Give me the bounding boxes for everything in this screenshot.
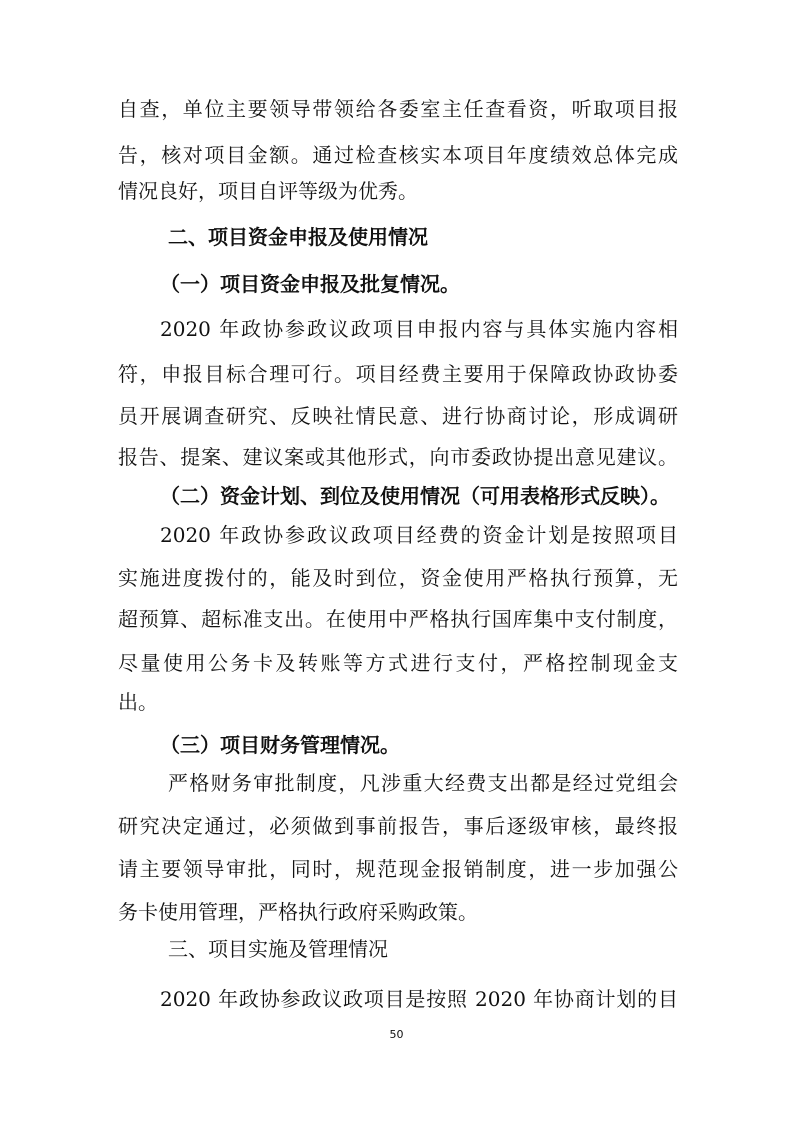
text-line-2: 告，核对项目金额。通过检查核实本项目年度绩效总体完成 bbox=[118, 143, 678, 167]
text-line-11: 2020 年政协参政议政项目经费的资金计划是按照项目 bbox=[160, 523, 678, 547]
text-line-7: 符，申报目标合理可行。项目经费主要用于保障政协政协委 bbox=[118, 362, 678, 386]
subsection-heading-1: （一）项目资金申报及批复情况。 bbox=[160, 272, 460, 296]
text-line-15: 出。 bbox=[118, 690, 158, 714]
text-line-22: 2020 年政协参政议政项目是按照 2020 年协商计划的目 bbox=[160, 987, 678, 1011]
text-line-13: 超预算、超标准支出。在使用中严格执行国库集中支付制度， bbox=[118, 607, 678, 631]
text-line-8: 员开展调查研究、反映社情民意、进行协商讨论，形成调研 bbox=[118, 404, 678, 428]
page-number: 50 bbox=[389, 1028, 404, 1041]
section-heading-3: 三、项目实施及管理情况 bbox=[168, 937, 388, 961]
subsection-heading-3: （三）项目财务管理情况。 bbox=[160, 733, 400, 757]
text-line-9: 报告、提案、建议案或其他形式，向市委政协提出意见建议。 bbox=[118, 445, 678, 469]
text-line-14: 尽量使用公务卡及转账等方式进行支付，严格控制现金支 bbox=[118, 651, 678, 675]
subsection-heading-2: （二）资金计划、到位及使用情况（可用表格形式反映）。 bbox=[160, 484, 670, 508]
text-line-3: 情况良好，项目自评等级为优秀。 bbox=[118, 179, 418, 203]
text-line-1: 自查，单位主要领导带领给各委室主任查看资，听取项目报 bbox=[118, 97, 678, 121]
text-line-6: 2020 年政协参政议政项目申报内容与具体实施内容相 bbox=[160, 317, 678, 341]
section-heading-2: 二、项目资金申报及使用情况 bbox=[168, 225, 428, 249]
text-line-17: 严格财务审批制度，凡涉重大经费支出都是经过党组会 bbox=[168, 771, 678, 795]
text-line-20: 务卡使用管理，严格执行政府采购政策。 bbox=[118, 900, 478, 924]
text-line-12: 实施进度拨付的，能及时到位，资金使用严格执行预算，无 bbox=[118, 566, 678, 590]
text-line-19: 请主要领导审批，同时，规范现金报销制度，进一步加强公 bbox=[118, 857, 678, 881]
text-line-18: 研究决定通过，必须做到事前报告，事后逐级审核，最终报 bbox=[118, 814, 678, 838]
